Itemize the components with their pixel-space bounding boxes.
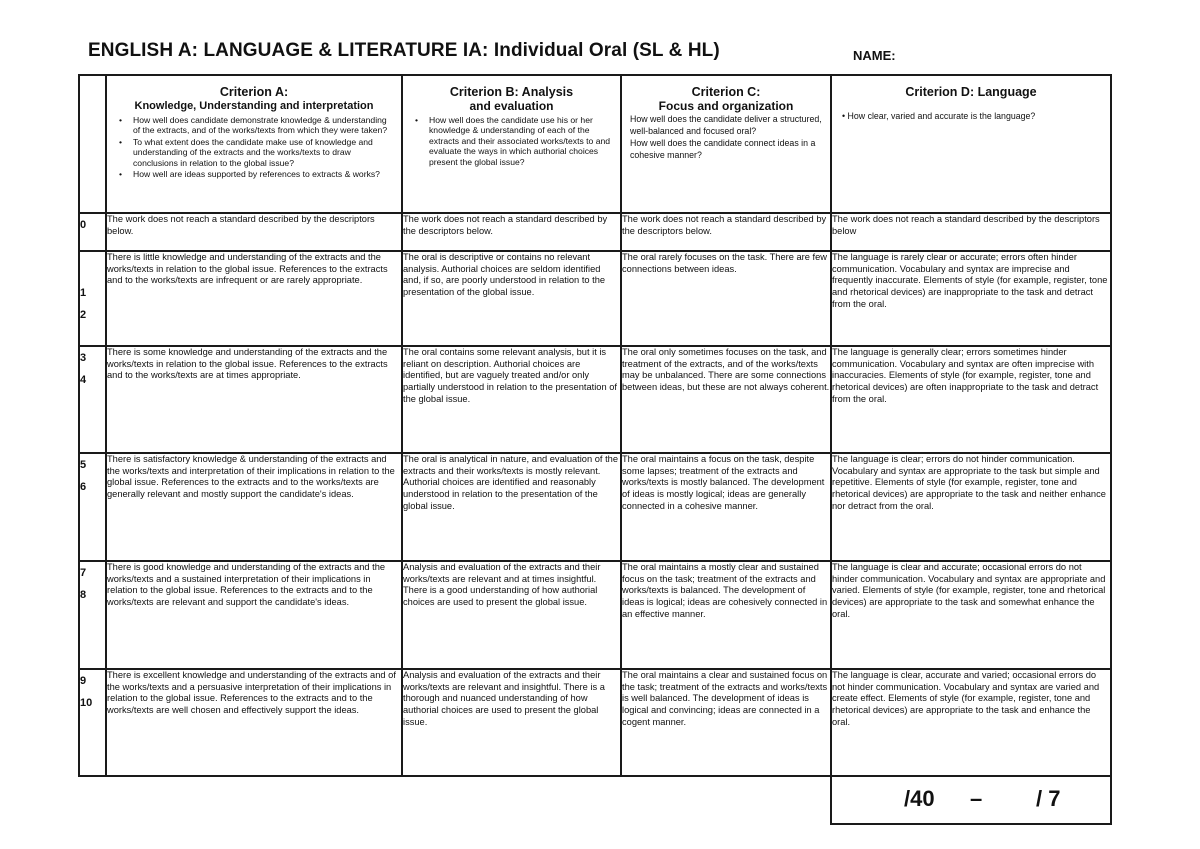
band-marks bbox=[79, 213, 106, 251]
band-mark: 7 bbox=[80, 567, 87, 579]
criterion-c-descriptor: The oral maintains a mostly clear and sustained focus on the task; treatment of the extracts and works/texts is balanced. The development of ideas is logical; ideas are cohesively connected in an effective manner. bbox=[621, 561, 831, 669]
scaled-score-label: / 7 bbox=[1036, 786, 1061, 811]
criterion-a-descriptor: There is good knowledge and understanding of the extracts and the works/texts and a sustained interpretation of their implications in relation to the global issue. References to the extracts and to the works/texts are relevant and support the candidate's ideas. bbox=[106, 561, 402, 669]
criteria-header-row bbox=[79, 75, 1111, 213]
criterion-a-subtitle: Knowledge, Understanding and interpretation bbox=[134, 100, 374, 112]
criterion-b-descriptor: The work does not reach a standard described by the descriptors below. bbox=[402, 213, 621, 251]
criterion-c-descriptor: The oral maintains a focus on the task, despite some lapses; treatment of the extracts and works/texts is mostly balanced. The development of ideas is mostly logical; ideas are generally connected in a cohesive manner. bbox=[621, 453, 831, 561]
criterion-b-descriptor: Analysis and evaluation of the extracts and their works/texts are relevant and at times insightful. There is a good understanding of how authorial choices are used to present the global issue. bbox=[402, 561, 621, 669]
band-row-0 bbox=[79, 213, 1111, 251]
criterion-c-descriptor: The oral only sometimes focuses on the task, and treatment of the extracts, and of the works/texts may be unbalanced. There are some connections between ideas, but these are not always coherent. bbox=[621, 346, 831, 453]
band-mark: 9 bbox=[80, 675, 87, 687]
band-row-5-6 bbox=[79, 453, 1111, 561]
criterion-b-question: • How well does the candidate use his or her knowledge & understanding of each of the extracts and their associated works/texts to and evaluate the ways in which authorial choices present the global issue? bbox=[415, 115, 614, 167]
criterion-a-header bbox=[106, 75, 402, 213]
criterion-a-descriptor: There is excellent knowledge and understanding of the extracts and of the works/texts and a persuasive interpretation of their implications in relation to the global issue. References to the extracts and to the works/texts are well chosen and effectively support the ideas. bbox=[106, 669, 402, 776]
criterion-d-descriptor: The language is clear, accurate and varied; occasional errors do not hinder communication. Vocabulary and syntax are varied and create effect. Elements of style (for example, register, tone and rhetorical devices) are appropriate to the task and enhance the oral. bbox=[831, 669, 1111, 776]
band-mark: 0 bbox=[80, 219, 87, 231]
criterion-a-question: • How well are ideas supported by references to extracts & works? bbox=[119, 169, 395, 179]
band-row-7-8 bbox=[79, 561, 1111, 669]
criterion-b-descriptor: The oral is descriptive or contains no relevant analysis. Authorial choices are seldom identified and, if so, are poorly understood in relation to the presentation of the global issue. bbox=[402, 251, 621, 346]
name-field-label: NAME: bbox=[853, 48, 896, 63]
band-column-header bbox=[79, 75, 106, 213]
band-mark: 4 bbox=[80, 374, 87, 386]
criterion-b-title: Criterion B: Analysis bbox=[449, 85, 574, 99]
criterion-c-question: How well does the candidate deliver a structured, well-balanced and focused oral? bbox=[630, 114, 822, 136]
band-marks bbox=[79, 453, 106, 561]
criterion-a-descriptor: There is little knowledge and understanding of the extracts and the works/texts in relation to the global issue. References to the extracts and to the works/texts are infrequent or are rarely appropriate. bbox=[106, 251, 402, 346]
band-mark: 6 bbox=[80, 481, 87, 493]
total-score-label: /40 bbox=[904, 786, 935, 811]
criterion-c-subtitle: Focus and organization bbox=[658, 99, 794, 113]
band-mark: 8 bbox=[80, 589, 87, 601]
criterion-b-header bbox=[402, 75, 621, 213]
band-mark: 3 bbox=[80, 352, 87, 364]
band-marks bbox=[79, 346, 106, 453]
criterion-a-question: • To what extent does the candidate make use of knowledge and understanding of the extracts and the works/texts to draw conclusions in relation to the global issue? bbox=[119, 137, 395, 168]
criterion-a-descriptor: The work does not reach a standard described by the descriptors below. bbox=[106, 213, 402, 251]
criterion-b-descriptor: The oral is analytical in nature, and evaluation of the extracts and their works/texts is mostly relevant. Authorial choices are identified and reasonably understood in relation to the presentation of the global issue. bbox=[402, 453, 621, 561]
criterion-c-question: How well does the candidate connect ideas in a cohesive manner? bbox=[630, 138, 816, 160]
criterion-c-descriptor: The oral maintains a clear and sustained focus on the task; treatment of the extracts and works/texts is well balanced. The development of ideas is logical and convincing; ideas are connected in a cogent manner. bbox=[621, 669, 831, 776]
criterion-b-subtitle: and evaluation bbox=[469, 99, 554, 113]
criterion-b-descriptor: Analysis and evaluation of the extracts and their works/texts are relevant and insightful. There is a thorough and nuanced understanding of how authorial choices are used to present the global issue. bbox=[402, 669, 621, 776]
band-mark: 5 bbox=[80, 459, 87, 471]
criterion-d-header bbox=[831, 75, 1111, 213]
band-mark: 1 bbox=[80, 287, 87, 299]
assessment-rubric-table bbox=[78, 74, 1112, 825]
criterion-b-descriptor: The oral contains some relevant analysis, but it is reliant on description. Authorial choices are identified, but are vaguely treated and/or only partially understood in relation to the presentation of the global issue. bbox=[402, 346, 621, 453]
band-row-3-4 bbox=[79, 346, 1111, 453]
criterion-a-descriptor: There is some knowledge and understanding of the extracts and the works/texts in relation to the global issue. References to the extracts and to the works/texts are at times appropriate. bbox=[106, 346, 402, 453]
band-row-1-2 bbox=[79, 251, 1111, 346]
criterion-d-descriptor: The language is clear and accurate; occasional errors do not hinder communication. Vocabulary and syntax are appropriate and varied. Elements of style (for example, register, tone and rhetorical devices) are appropriate to the task and somewhat enhance the oral. bbox=[831, 561, 1111, 669]
score-box[interactable] bbox=[831, 776, 1111, 824]
criterion-c-title: Criterion C: bbox=[691, 85, 761, 99]
criterion-b-questions bbox=[403, 115, 620, 167]
criterion-d-descriptor: The language is generally clear; errors sometimes hinder communication. Vocabulary and syntax are often imprecise with inaccuracies. Elements of style (for example, register, tone and rhetorical devices) are often inappropriate to the task and detract from the oral. bbox=[831, 346, 1111, 453]
criterion-a-questions bbox=[107, 115, 401, 179]
criterion-c-header bbox=[621, 75, 831, 213]
page-title: ENGLISH A: LANGUAGE & LITERATURE IA: Individual Oral (SL & HL) bbox=[88, 40, 720, 61]
criterion-a-question: • How well does candidate demonstrate knowledge & understanding of the extracts, and of the works/texts from which they were taken? bbox=[119, 115, 395, 136]
criterion-d-descriptor: The work does not reach a standard described by the descriptors below bbox=[831, 213, 1111, 251]
band-marks bbox=[79, 251, 106, 346]
criterion-c-descriptor: The oral rarely focuses on the task. There are few connections between ideas. bbox=[621, 251, 831, 346]
band-row-9-10 bbox=[79, 669, 1111, 776]
criterion-d-descriptor: The language is rarely clear or accurate; errors often hinder communication. Vocabulary and syntax are imprecise and frequently inaccurate. Elements of style (for example, register, tone and rhetorical devices) are inappropriate to the task and detract from the oral. bbox=[831, 251, 1111, 346]
score-row bbox=[79, 776, 1111, 824]
band-marks bbox=[79, 669, 106, 776]
criterion-d-question: • How clear, varied and accurate is the language? bbox=[842, 111, 1036, 121]
band-mark: 10 bbox=[80, 697, 93, 709]
score-separator: – bbox=[970, 786, 983, 811]
criterion-c-descriptor: The work does not reach a standard described by the descriptors below. bbox=[621, 213, 831, 251]
band-mark: 2 bbox=[80, 309, 87, 321]
criterion-a-title: Criterion A: bbox=[219, 85, 289, 99]
criterion-a-descriptor: There is satisfactory knowledge & understanding of the extracts and the works/texts and interpretation of their implications in relation to the global issue. References to the extracts and to the works/texts are generally relevant and mostly support the candidate's ideas. bbox=[106, 453, 402, 561]
criterion-d-descriptor: The language is clear; errors do not hinder communication. Vocabulary and syntax are appropriate to the task but simple and repetitive. Elements of style (for example, register, tone and rhetorical devices) are appropriate to the task and neither enhance nor detract from the oral. bbox=[831, 453, 1111, 561]
band-marks bbox=[79, 561, 106, 669]
score-row-spacer bbox=[79, 776, 831, 824]
criterion-d-title: Criterion D: Language bbox=[905, 85, 1037, 99]
